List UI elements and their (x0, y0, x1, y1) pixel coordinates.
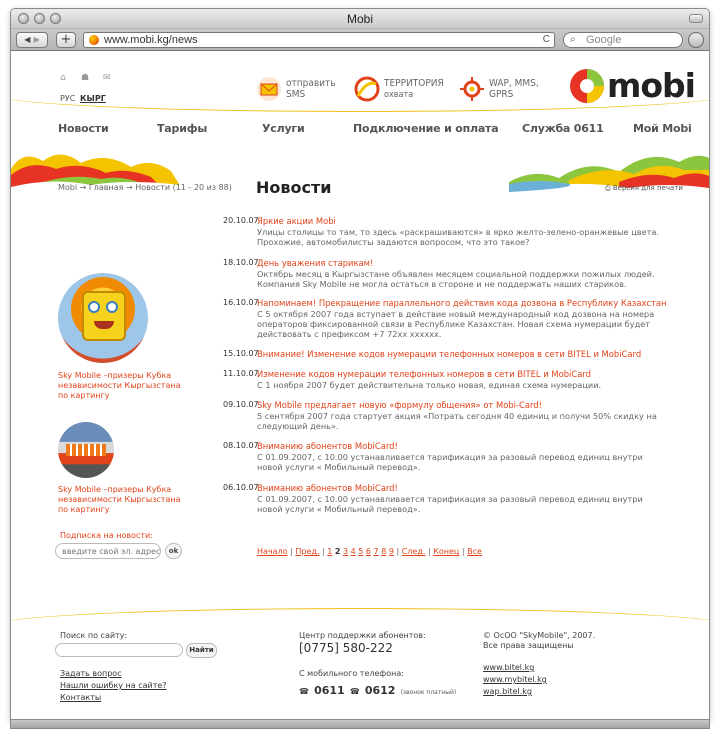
phone-icon: ☎ (299, 687, 309, 696)
footer-contacts-link[interactable]: Контакты (60, 693, 102, 702)
news-title[interactable]: Sky Mobile предлагает новую «формулу общения» от Mobi-Card! (257, 400, 542, 410)
nav-news[interactable]: Новости (58, 122, 109, 135)
mobi-logo-icon (569, 68, 605, 104)
news-text: С 5 октября 2007 года вступает в действие новый международный код дозвона на номера операторов фиксированной связи в Республике Казахстан. Новая схема нумерации будет действовать с префиксом +7 72xx xxxxxx. (257, 309, 655, 339)
news-text: С 01.09.2007, с 10.00 устанавливается тарификация за разовый перевод единиц внутри новой услуги « Мобильный перевод». (257, 494, 643, 514)
pager-all[interactable]: Все (467, 547, 482, 556)
breadcrumb-arrow-icon: → (79, 183, 87, 192)
subscribe-label: Подписка на новости: (60, 531, 153, 540)
wap-label2: GPRS (489, 89, 514, 100)
toolbar-toggle-button[interactable] (689, 14, 703, 23)
news-title[interactable]: Внимание! Изменение кодов нумерации телефонных номеров в сети BITEL и MobiCard (257, 349, 642, 359)
pagination: Начало | Пред. | 1 2 3 4 5 6 7 8 9 | След. | Конец | Все (257, 547, 482, 556)
news-text: С 01.09.2007, с 10.00 устанавливается тарификация за разовый перевод единиц внутри новой услуги « Мобильный перевод». (257, 452, 643, 472)
pager-first[interactable]: Начало (257, 547, 288, 556)
mobi-logo[interactable] (569, 66, 695, 106)
mobile-number-1: 0611 (314, 684, 345, 697)
pager-page[interactable]: 7 (373, 547, 379, 556)
pager-page[interactable]: 5 (358, 547, 364, 556)
back-icon[interactable]: ◀ (24, 35, 31, 44)
search-field[interactable] (563, 32, 683, 48)
nav-my-mobi[interactable]: Мой Mobi (633, 122, 692, 135)
promo-image-2[interactable] (58, 422, 114, 478)
breadcrumb (58, 183, 232, 192)
lang-kg[interactable]: КЫРГ (80, 94, 106, 103)
wap-label1: WAP, MMS, (489, 78, 539, 89)
print-version-label[interactable]: Версия для печати (612, 184, 683, 192)
left-hills-decoration (11, 147, 181, 187)
eye-right-icon (106, 301, 118, 313)
home-icon[interactable]: ⌂ (60, 73, 66, 83)
footer-wave (11, 608, 709, 719)
ext-link-bitel[interactable]: www.bitel.kg (483, 663, 535, 672)
add-bookmark-button[interactable]: + (56, 32, 76, 48)
news-date: 20.10.07 (223, 216, 259, 225)
envelope-icon (256, 76, 282, 102)
subscribe-ok-button[interactable]: ok (165, 543, 182, 559)
ext-link-mybitel[interactable]: www.mybitel.kg (483, 675, 547, 684)
report-bug-button[interactable] (688, 32, 704, 48)
nav-support[interactable]: Служба 0611 (522, 122, 604, 135)
coverage-icon (354, 76, 380, 102)
pager-page[interactable]: 6 (365, 547, 371, 556)
subscribe-email-input[interactable] (55, 543, 161, 559)
karting-team-icon (66, 444, 106, 456)
breadcrumb-current: Новости (11 - 20 из 88) (135, 183, 232, 192)
news-title[interactable]: Напоминаем! Прекращение параллельного действия кода дозвона в Республику Казахстан (257, 298, 667, 308)
pager-page[interactable]: 1 (327, 547, 333, 556)
news-text: Октябрь месяц в Кыргызстане объявлен месяцем социальной поддержки пожилых людей. Компания Sky Mobile не могла остаться в стороне и не поддержать наших стариков. (257, 269, 655, 289)
promo-image-1[interactable] (58, 273, 148, 363)
search-placeholder: Google (586, 34, 622, 46)
news-title[interactable]: Вниманию абонентов MobiCard! (257, 441, 398, 451)
ext-link-wap[interactable]: wap.bitel.kg (483, 687, 532, 696)
breadcrumb-main[interactable]: Главная (88, 183, 124, 192)
news-title[interactable]: Изменение кодов нумерации телефонных номеров в сети BITEL и MobiCard (257, 369, 591, 379)
footer-search-label: Поиск по сайту: (60, 631, 128, 640)
news-date: 08.10.07 (223, 441, 259, 450)
send-sms-label2: SMS (286, 89, 306, 100)
reload-icon[interactable]: C (542, 34, 550, 45)
news-date: 09.10.07 (223, 400, 259, 409)
mobile-label: С мобильного телефона: (299, 669, 404, 678)
nav-connection[interactable]: Подключение и оплата (353, 122, 499, 135)
forward-icon[interactable]: ▶ (33, 35, 40, 44)
breadcrumb-arrow-icon: → (126, 183, 133, 192)
news-date: 11.10.07 (223, 369, 259, 378)
news-date: 15.10.07 (223, 349, 259, 358)
news-text: 5 сентября 2007 года стартует акция «Потрать сегодня 40 единиц и получи 50% скидку на следующий день». (257, 411, 657, 431)
page-title: Новости (256, 178, 332, 197)
promo-caption-1[interactable]: Sky Mobile –призеры Кубка независимости Кыргызстана по картингу (58, 371, 181, 400)
news-text: Улицы столицы то там, то здесь «раскрашиваются» в ярко желто-зелено-оранжевые цвета. Прохожие, автомобилисты задаются вопросом, что это такое? (257, 227, 660, 247)
breadcrumb-mobi[interactable]: Mobi (58, 183, 78, 192)
pager-next[interactable]: След. (401, 547, 426, 556)
back-forward-buttons[interactable] (16, 32, 48, 48)
news-title[interactable]: День уважения старикам! (257, 258, 374, 268)
footer-ask-question-link[interactable]: Задать вопрос (60, 669, 122, 678)
phone-icon: ☎ (349, 687, 360, 696)
gear-icon (459, 76, 485, 102)
right-hills-decoration (509, 148, 709, 218)
web-page (11, 52, 709, 719)
news-date: 06.10.07 (223, 483, 259, 492)
nav-services[interactable]: Услуги (262, 122, 305, 135)
footer-report-error-link[interactable]: Нашли ошибку на сайте? (60, 681, 167, 690)
coverage-label1: ТЕРРИТОРИЯ (384, 78, 444, 89)
mobile-note: (звонок платный) (400, 689, 457, 696)
pager-current: 2 (334, 547, 341, 556)
pager-last[interactable]: Конец (433, 547, 460, 556)
support-label: Центр поддержки абонентов: (299, 631, 426, 640)
window-title: Mobi (346, 12, 373, 26)
news-title[interactable]: Яркие акции Mobi (257, 216, 336, 226)
news-text: С 1 ноября 2007 будет действительна только новая, единая схема нумерации. (257, 380, 602, 390)
pager-page[interactable]: 3 (342, 547, 349, 556)
address-bar[interactable] (83, 32, 555, 48)
footer-search-input[interactable] (55, 643, 183, 657)
nav-tariffs[interactable]: Тарифы (157, 122, 208, 135)
sponge-face-icon (82, 291, 126, 341)
pager-page[interactable]: 8 (381, 547, 387, 556)
print-version-link[interactable] (605, 184, 683, 193)
printer-icon: ⎙ (605, 184, 611, 192)
pager-page[interactable]: 4 (350, 547, 356, 556)
copyright: © ОсОО "SkyMobile", 2007. (483, 631, 596, 640)
logo-text: mobi (607, 66, 695, 105)
mobile-numbers (299, 679, 456, 698)
mobile-number-2: 0612 (364, 684, 396, 697)
pager-prev[interactable]: Пред. (295, 547, 320, 556)
address-text[interactable]: www.mobi.kg/news (104, 34, 198, 46)
news-title[interactable]: Вниманию абонентов MobiCard! (257, 483, 398, 493)
mail-icon[interactable]: ✉ (103, 73, 111, 83)
eye-left-icon (88, 301, 100, 313)
site-favicon-icon (89, 35, 99, 45)
lang-ru[interactable]: РУС (60, 94, 76, 103)
footer-search-button[interactable]: Найти (186, 643, 217, 658)
coverage-label2: охвата (384, 90, 414, 100)
send-sms-label1: отправить (286, 78, 336, 89)
sitemap-icon[interactable]: ☗ (81, 73, 90, 83)
browser-toolbar (11, 29, 709, 51)
window-bottom-bar (10, 720, 710, 729)
rights-reserved: Все права защищены (483, 641, 574, 650)
news-date: 18.10.07 (223, 258, 259, 267)
support-phone: [0775] 580-222 (299, 641, 393, 655)
pager-page[interactable]: 9 (388, 547, 394, 556)
promo-caption-2[interactable]: Sky Mobile –призеры Кубка независимости Кыргызстана по картингу (58, 485, 181, 514)
search-icon: ⌕ (570, 34, 576, 45)
news-date: 16.10.07 (223, 298, 259, 307)
browser-window (10, 8, 710, 720)
title-bar (11, 9, 709, 29)
